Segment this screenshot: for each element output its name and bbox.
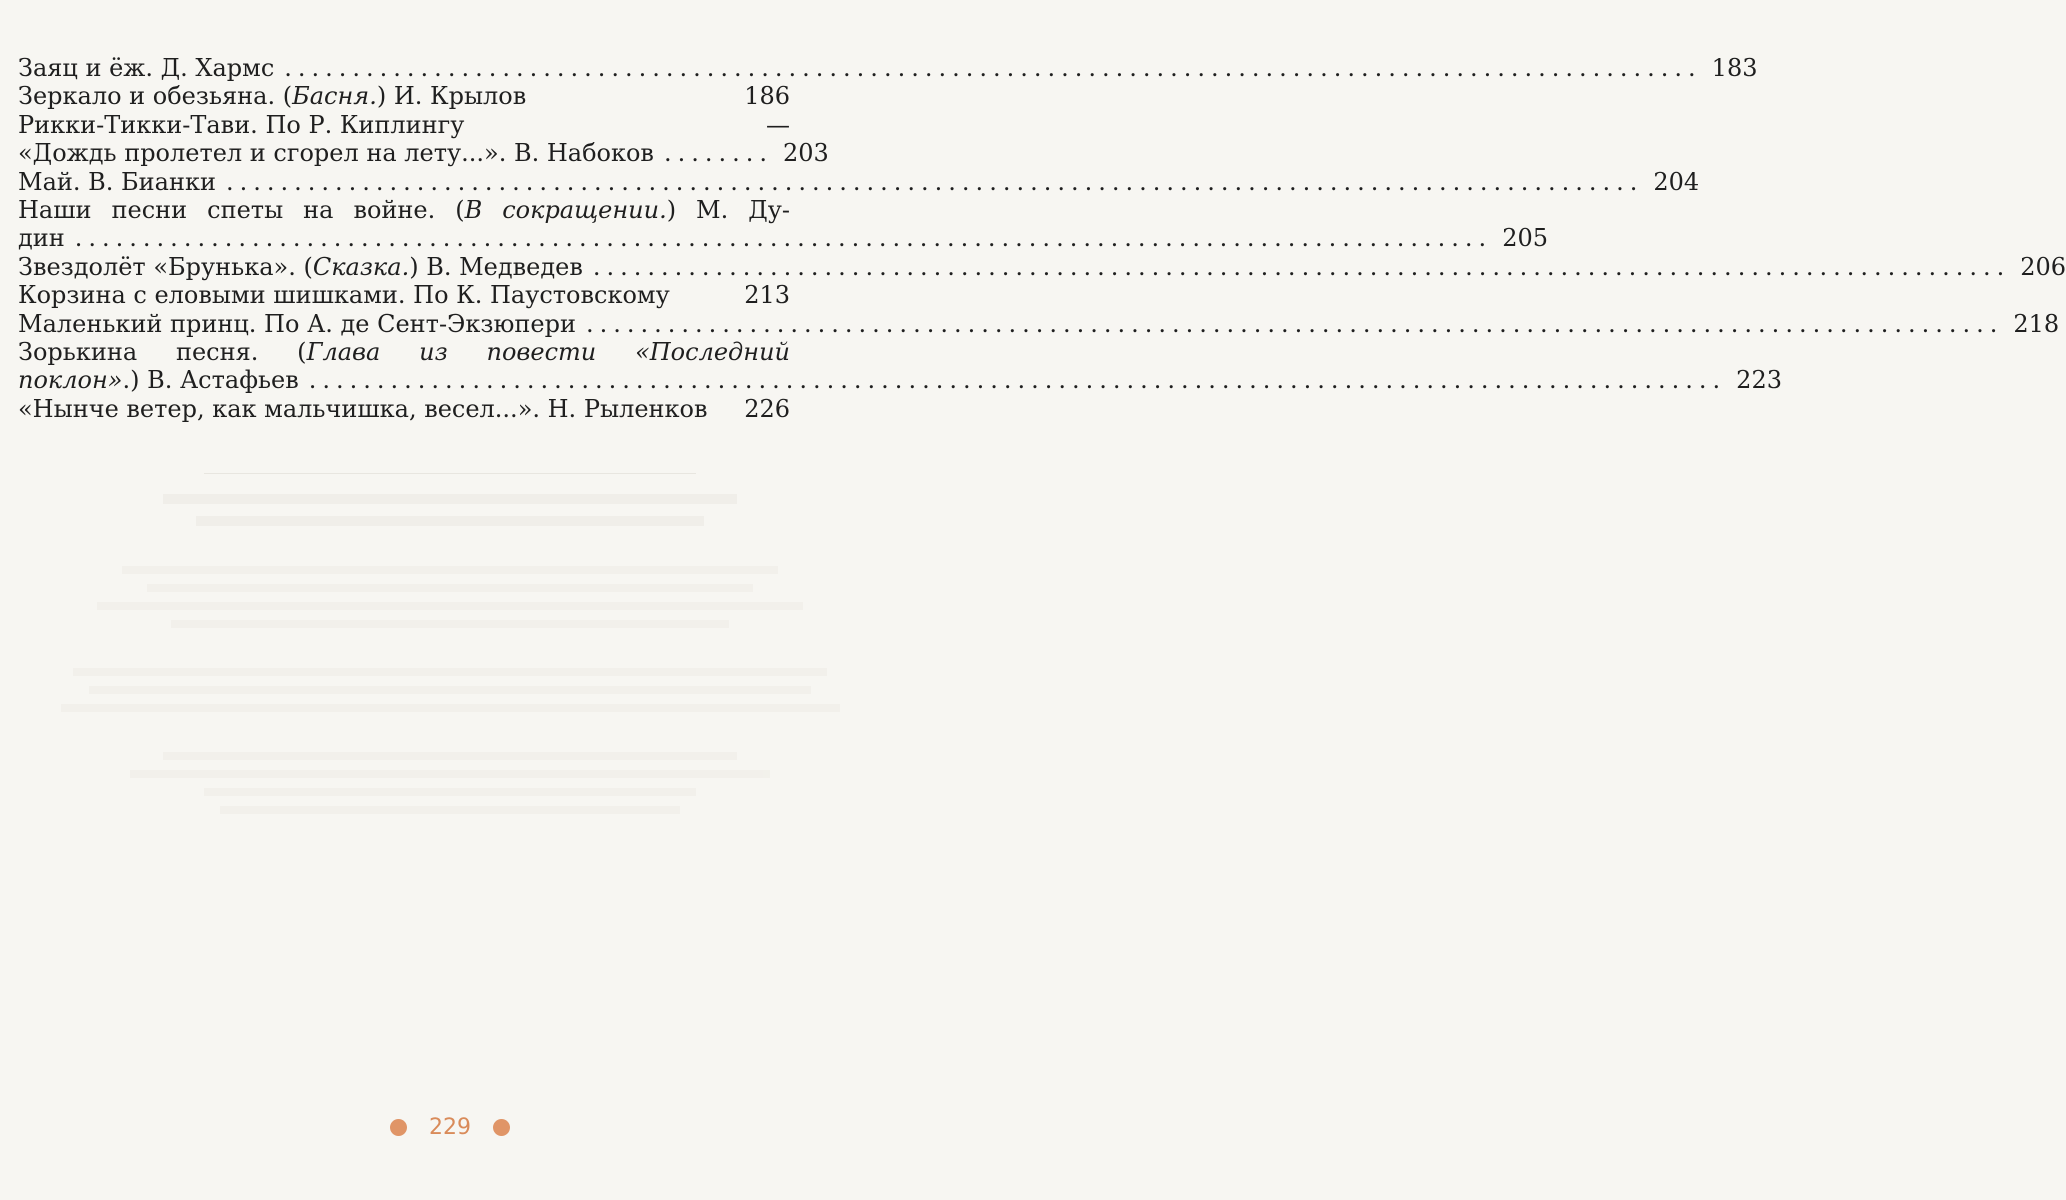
toc-entry [18,281,790,309]
toc-entry-title: Маленький принц. По А. де Сент-Экзюпери [18,309,576,338]
toc-leader-dots [680,281,734,309]
bullet-icon [390,1119,407,1136]
toc-entry [18,224,1548,253]
toc-entry-page: 223 [1736,366,1782,395]
toc-entry-line-1: Наши песни спеты на войне. (В сокращении.) М. Ду- [18,196,790,225]
toc-entry-page: 218 [2013,309,2060,338]
toc-leader-dots: ........................................................................................................ [284,54,1702,82]
toc-entry [18,366,1782,395]
toc-entry-page: 186 [744,82,790,111]
toc-entry [18,395,790,423]
toc-entry-page: 204 [1653,167,1700,196]
toc-entry [18,82,790,110]
bleed-through-texture [40,455,860,824]
toc-entry-page: — [766,110,790,139]
toc-leader-dots: ........................................................................................................ [592,252,2011,281]
table-of-contents [18,54,2066,423]
toc-entry-title: Корзина с еловыми шишками. По К. Паустовскому [18,281,670,310]
toc-entry-title: Заяц и ёж. Д. Хармс [18,54,275,82]
toc-entry-title: Звездолёт «Брунька». (Сказка.) В. Медведев [18,252,583,281]
toc-leader-dots: ........................................................................................................ [225,167,1644,196]
toc-leader-dots [474,111,746,139]
toc-entry-title: «Дождь пролетел и сгорел на лету...». В. Набоков [18,139,654,168]
toc-entry-title: поклон».) В. Астафьев [18,366,299,395]
toc-entry-line-1: Зорькина песня. (Глава из повести «Последний [18,338,790,367]
toc-entry-page: 203 [782,139,829,168]
toc-entry-page: 205 [1502,224,1548,253]
toc-entry-page: 183 [1711,54,1758,82]
toc-leader-dots [717,395,734,423]
toc-entry [18,54,1758,82]
toc-entry [18,139,829,168]
toc-leader-dots [536,82,734,110]
toc-entry-page: 226 [744,394,790,423]
toc-entry-title: «Нынче ветер, как мальчишка, весел...». Н. Рыленков [18,394,708,423]
toc-entry-title: Май. В. Бианки [18,167,216,196]
toc-entry-page: 206 [2020,252,2066,281]
toc-leader-dots: ........................................................................................................ [585,309,2004,338]
page-number: 229 [429,1115,471,1140]
page-footer [0,1115,900,1140]
toc-leader-dots: ........................................................................................................ [308,366,1727,395]
toc-entry-title: Рикки-Тикки-Тави. По Р. Киплингу [18,110,465,139]
toc-entry [18,309,2060,338]
toc-entry [18,252,2066,281]
toc-entry [18,111,790,139]
toc-entry [18,167,1700,196]
bullet-icon [493,1119,510,1136]
toc-entry-page: 213 [744,281,790,310]
toc-entry-title: Зеркало и обезьяна. (Басня.) И. Крылов [18,82,527,111]
toc-leader-dots: ........................................................................................................ [74,224,1493,253]
toc-leader-dots: ........ [663,139,773,168]
toc-entry-title: дин [18,224,65,253]
